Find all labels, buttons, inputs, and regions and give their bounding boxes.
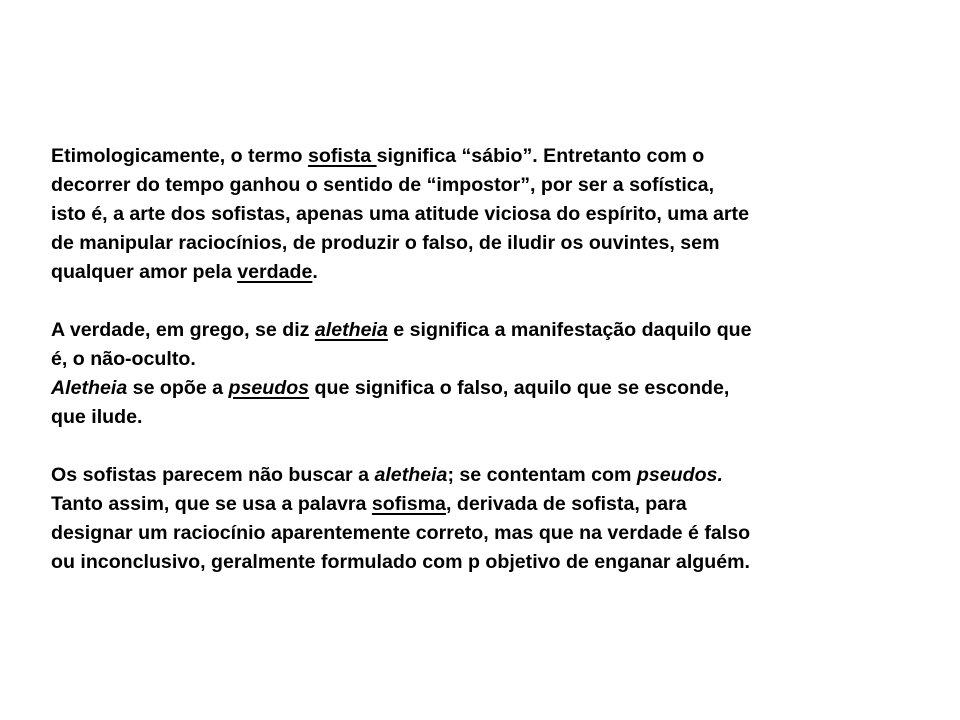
text-line [51,258,921,287]
text-line [51,200,921,229]
text-line [51,229,921,258]
text-run: que significa o falso, aquilo que se esconde, [309,377,730,399]
italic-term: Aletheia [51,377,128,399]
text-line [51,403,921,432]
text-line [51,519,921,548]
text-run: isto é, a arte dos sofistas, apenas uma atitude viciosa do espírito, uma arte [51,203,749,225]
text-run: Os sofistas parecem não buscar a [51,464,375,486]
text-line [51,316,921,345]
text-line [51,345,921,374]
text-run: , derivada de sofista, para [445,493,687,515]
paragraph-spacer [51,287,921,316]
underlined-term: verdade [237,261,313,283]
text-line [51,548,921,577]
text-run: qualquer amor pela [51,261,238,283]
text-run: que ilude. [51,406,143,428]
text-run: significa “sábio”. Entretanto com o [376,145,705,167]
text-run: decorrer do tempo ganhou o sentido de “impostor”, por ser a sofística, [51,174,715,196]
paragraph-sofista-definition [51,142,921,287]
paragraph-sofisma [51,461,921,577]
text-run: A verdade, em grego, se diz [51,319,315,341]
text-run: designar um raciocínio aparentemente correto, mas que na verdade é falso [51,522,751,544]
underlined-term: sofisma [371,493,446,515]
text-run: é, o não-oculto. [51,348,196,370]
italic-term: pseudos. [636,464,723,486]
italic-term: aletheia [374,464,448,486]
underlined-term: pseudos [228,377,310,399]
text-line [51,461,921,490]
text-run: se opõe a [127,377,229,399]
text-line [51,374,921,403]
text-run: e significa a manifestação daquilo que [387,319,752,341]
underlined-term: aletheia [314,319,388,341]
text-block [51,142,921,577]
text-line [51,490,921,519]
text-run: Etimologicamente, o termo [51,145,308,167]
text-line [51,171,921,200]
paragraph-spacer [51,432,921,461]
text-run: . [312,261,318,283]
text-run: Tanto assim, que se usa a palavra [51,493,372,515]
underlined-term: sofista [307,145,377,167]
text-line [51,142,921,171]
text-run: ; se contentam com [447,464,637,486]
paragraph-aletheia [51,316,921,432]
text-run: ou inconclusivo, geralmente formulado com p objetivo de enganar alguém. [51,551,750,573]
text-run: de manipular raciocínios, de produzir o falso, de iludir os ouvintes, sem [51,232,720,254]
